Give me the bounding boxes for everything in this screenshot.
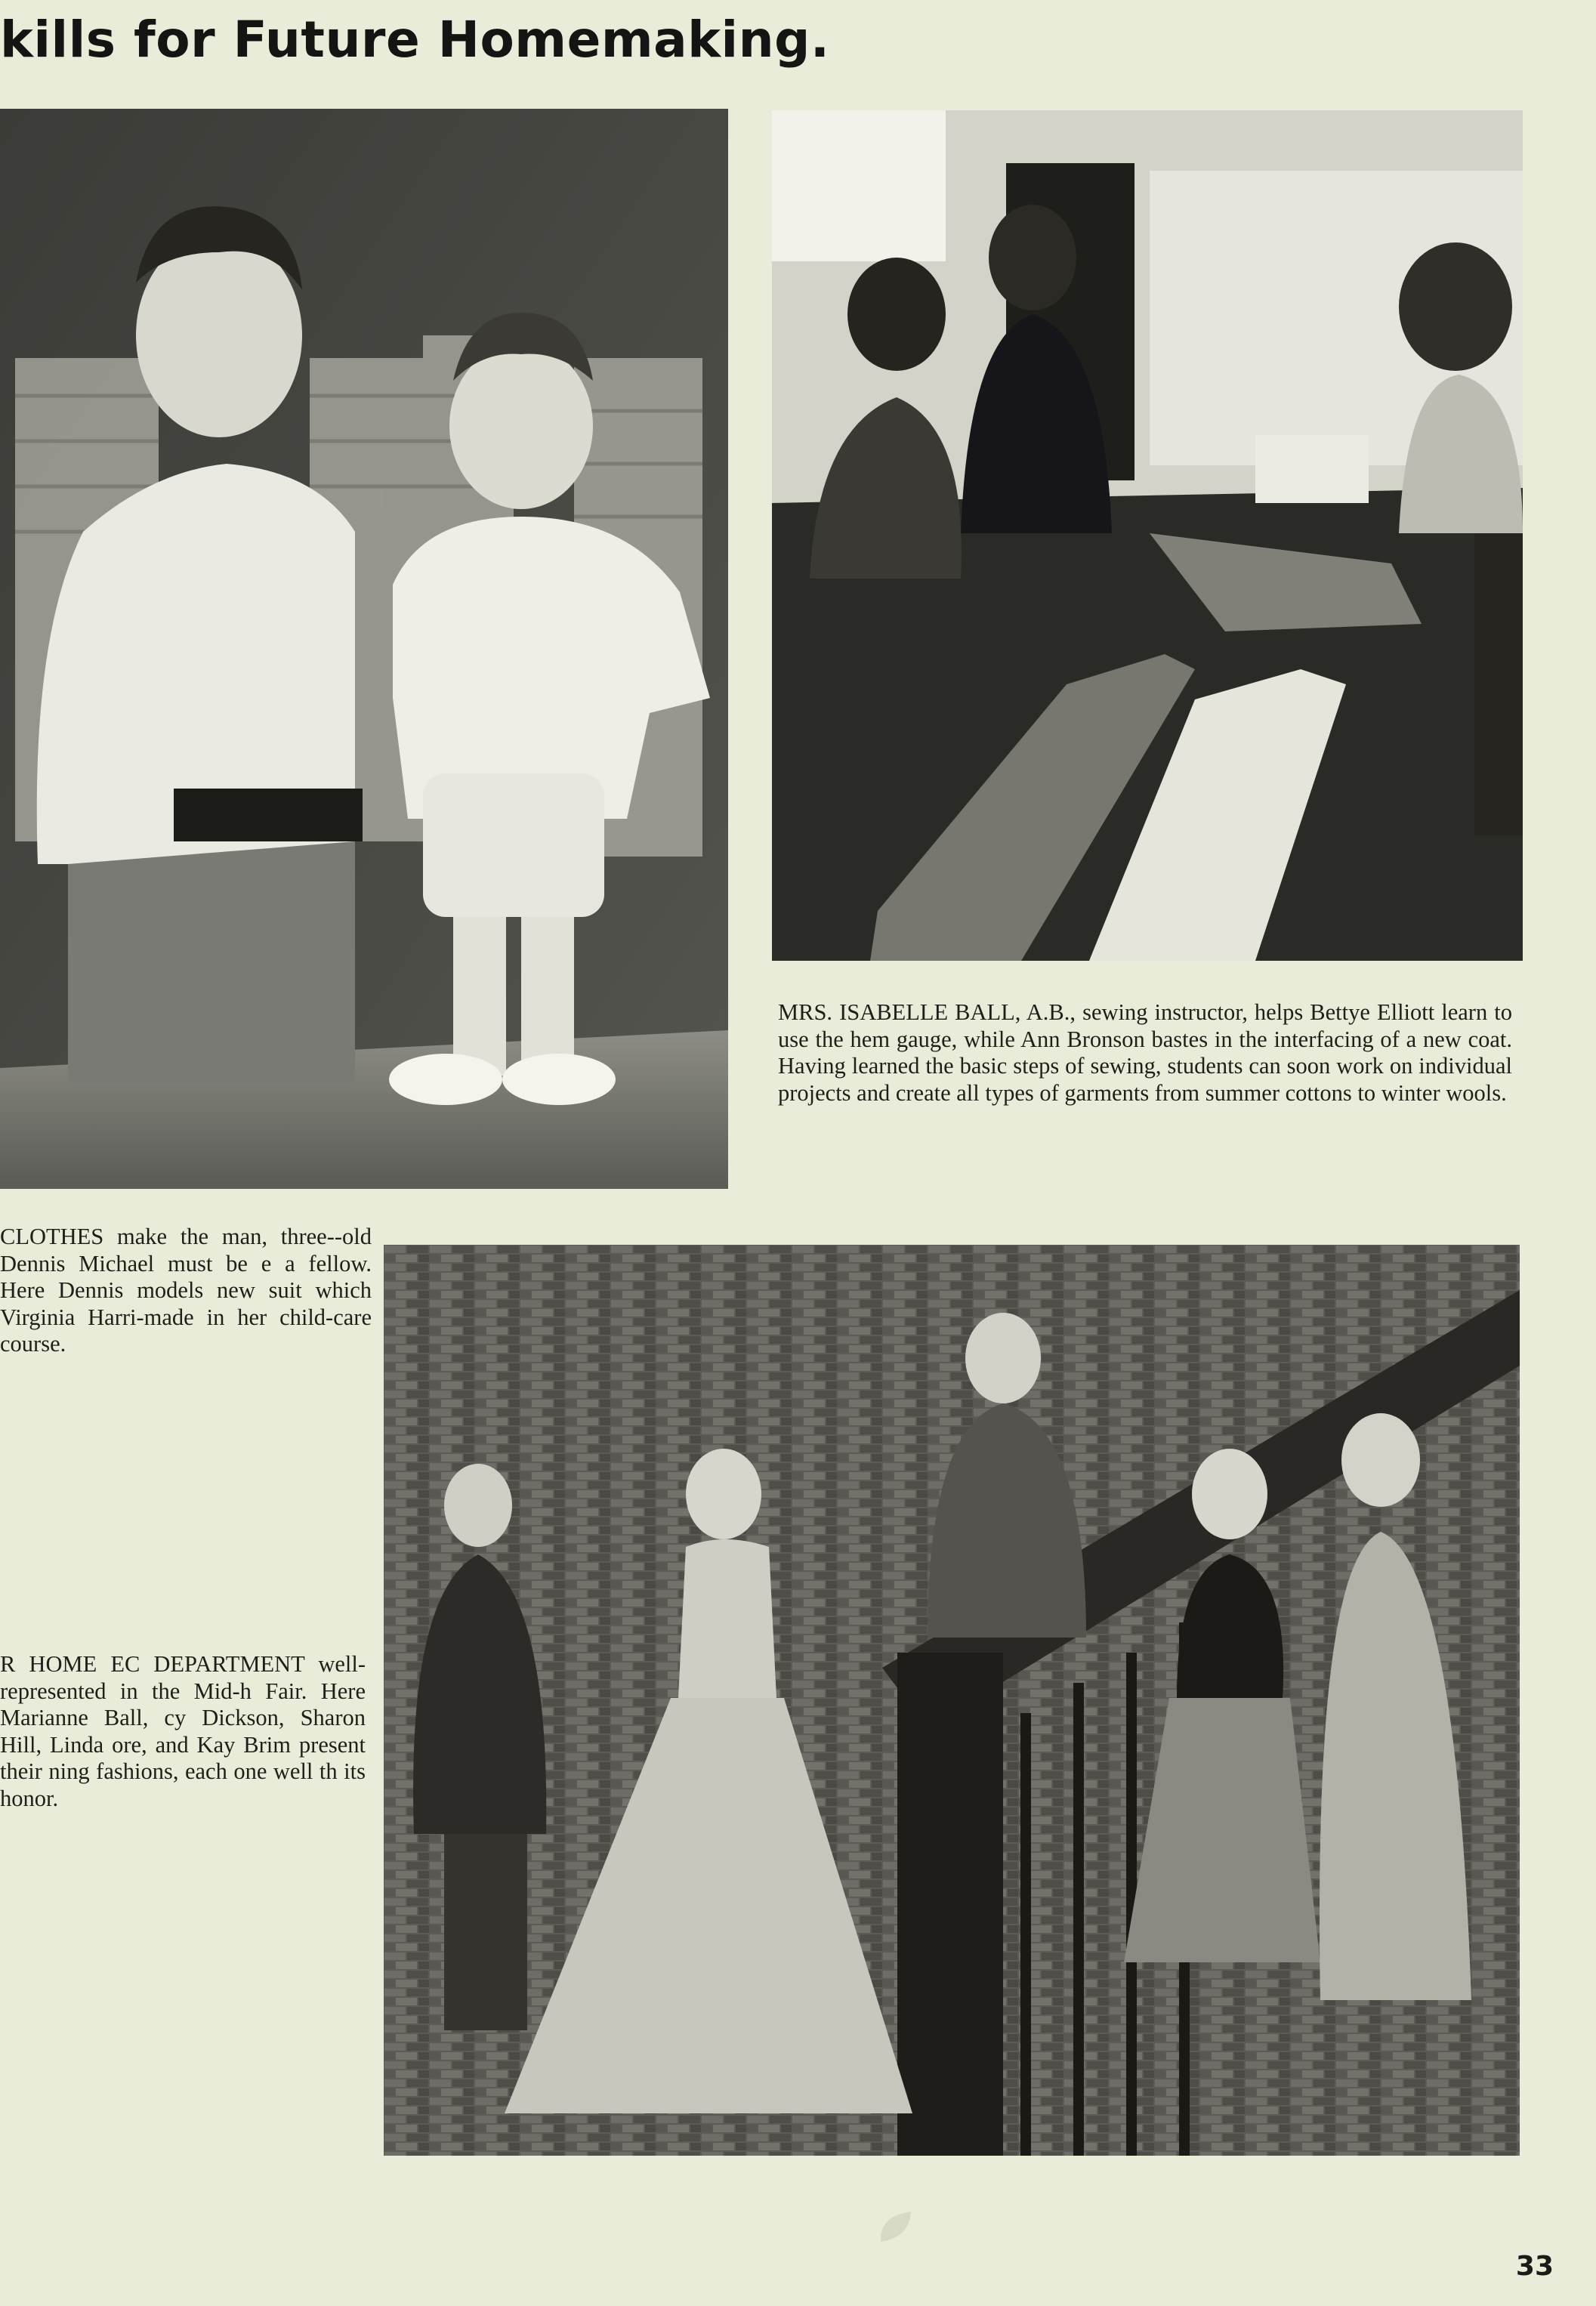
- photo-fashion-group: [384, 1245, 1520, 2156]
- photo-sewing-class: [772, 110, 1523, 961]
- leaf-watermark-icon: [876, 2207, 915, 2246]
- caption-clothes: [0, 1224, 372, 1358]
- caption-home-ec-text: R HOME EC DEPARTMENT well-represented in the Mid-h Fair. Here Marianne Ball, cy Dickson, Sharon Hill, Linda ore, and Kay Brim present their ning fashions, each one well th its honor.: [0, 1651, 366, 1811]
- caption-sewing: [778, 999, 1512, 1107]
- caption-home-ec: [0, 1651, 366, 1813]
- caption-sewing-text: MRS. ISABELLE BALL, A.B., sewing instructor, helps Bettye Elliott learn to use the hem gauge, while Ann Bronson bastes in the interfacing of a new coat. Having learned the basic steps of sewing, students can soon work on individual projects and create all types of garments from summer cottons to winter wools.: [778, 999, 1512, 1106]
- photo-mother-and-child: [0, 109, 728, 1189]
- caption-clothes-text: CLOTHES make the man, three--old Dennis Michael must be e a fellow. Here Dennis models new suit which Virginia Harri-made in her child-care course.: [0, 1224, 372, 1357]
- page-number: 33: [1515, 2251, 1554, 2282]
- page-title: kills for Future Homemaking.: [0, 11, 830, 69]
